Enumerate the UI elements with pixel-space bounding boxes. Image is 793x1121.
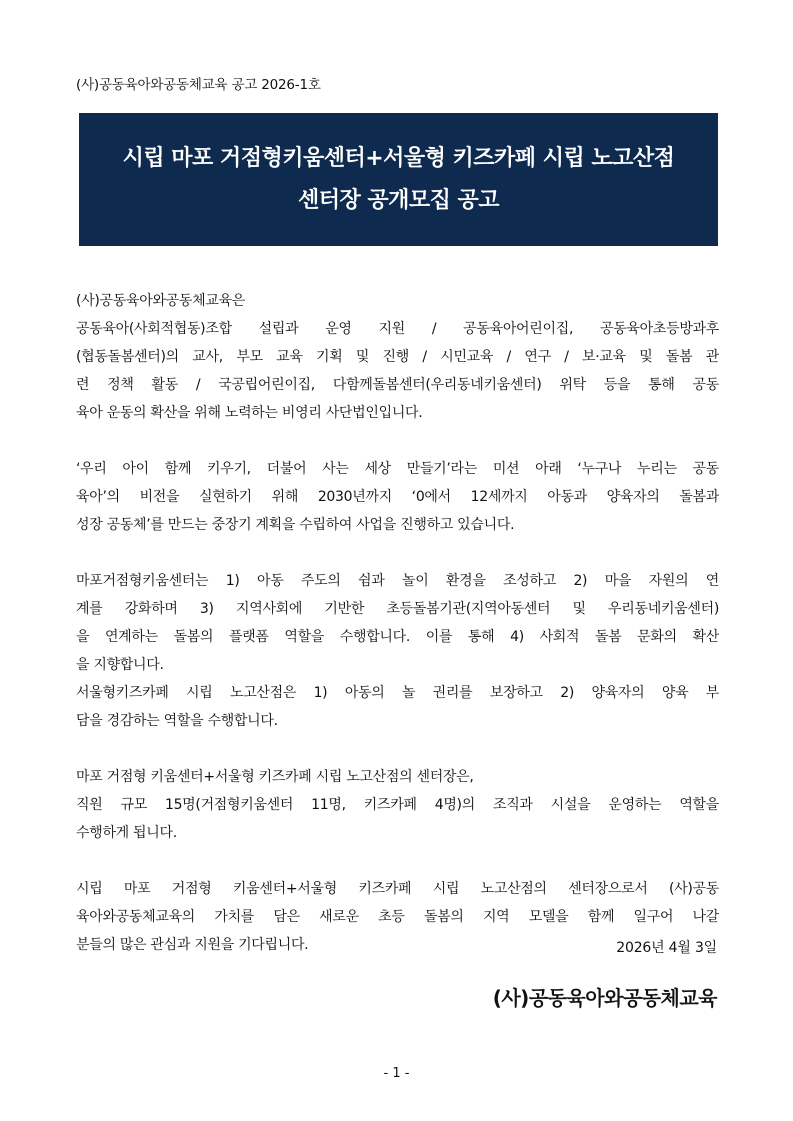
- title-line-2: 센터장 공개모집 공고: [297, 187, 500, 213]
- text-line: (사)공동육아와공동체교육은: [76, 293, 246, 309]
- text-line: 육아와공동체교육의 가치를 담은 새로운 초등 돌봄의 지역 모델을 함께 일구어 나갈: [76, 909, 719, 925]
- text-line: 직원 규모 15명(거점형키움센터 11명, 키즈카페 4명)의 조직과 시설을 운영하는 역할을: [76, 797, 719, 813]
- text-line: 련 정책 활동 / 국공립어린이집, 다함께돌봄센터(우리동네키움센터) 위탁 등을 통해 공동: [76, 377, 719, 393]
- text-line: 담을 경감하는 역할을 수행합니다.: [76, 713, 278, 729]
- paragraph-kids-cafe: [76, 679, 719, 735]
- paragraph-kium-center: [76, 567, 719, 679]
- paragraph-intro: [76, 287, 719, 427]
- text-line: 계를 강화하며 3) 지역사회에 기반한 초등돌봄기관(지역아동센터 및 우리동네키움센터): [76, 601, 719, 617]
- text-line: 시립 마포 거점형 키움센터+서울형 키즈카페 시립 노고산점의 센터장으로서 (사)공동: [76, 881, 719, 897]
- text-line: 육아’의 비전을 실현하기 위해 2030년까지 ‘0에서 12세까지 아동과 양육자의 돌봄과: [76, 489, 719, 505]
- document-number: (사)공동육아와공동체교육 공고 2026-1호: [76, 77, 321, 93]
- title-line-1: 시립 마포 거점형키움센터+서울형 키즈카페 시립 노고산점: [122, 145, 675, 171]
- text-line: ‘우리 아이 함께 키우기, 더불어 사는 세상 만들기’라는 미션 아래 ‘누구나 누리는 공동: [76, 461, 719, 477]
- text-line: 마포 거점형 키움센터+서울형 키즈카페 시립 노고산점의 센터장은,: [76, 769, 474, 785]
- announcement-date: 2026년 4월 3일: [616, 940, 717, 956]
- text-line: 성장 공동체’를 만드는 중장기 계획을 수립하여 사업을 진행하고 있습니다.: [76, 517, 515, 533]
- text-line: 수행하게 됩니다.: [76, 825, 177, 841]
- body-text: [76, 287, 719, 987]
- text-line: 분들의 많은 관심과 지원을 기다립니다.: [76, 937, 309, 953]
- title-banner: [79, 113, 718, 246]
- text-line: 을 지향합니다.: [76, 657, 164, 673]
- text-line: 공동육아(사회적협동)조합 설립과 운영 지원 / 공동육아어린이집, 공동육아초등방과후: [76, 321, 719, 337]
- text-line: (협동돌봄센터)의 교사, 부모 교육 기획 및 진행 / 시민교육 / 연구 / 보·교육 및 돌봄 관: [76, 349, 719, 365]
- text-line: 을 연계하는 돌봄의 플랫폼 역할을 수행합니다. 이를 통해 4) 사회적 돌봄 문화의 확산: [76, 629, 719, 645]
- paragraph-mission: [76, 455, 719, 539]
- page-number: - 1 -: [383, 1066, 410, 1081]
- paragraph-director-role: [76, 763, 719, 847]
- text-line: 서울형키즈카페 시립 노고산점은 1) 아동의 놀 권리를 보장하고 2) 양육자의 양육 부: [76, 685, 719, 701]
- organization-signature: (사)공동육아와공동체교육: [492, 986, 717, 1010]
- text-line: 육아 운동의 확산을 위해 노력하는 비영리 사단법인입니다.: [76, 405, 423, 421]
- text-line: 마포거점형키움센터는 1) 아동 주도의 쉼과 놀이 환경을 조성하고 2) 마을 자원의 연: [76, 573, 719, 589]
